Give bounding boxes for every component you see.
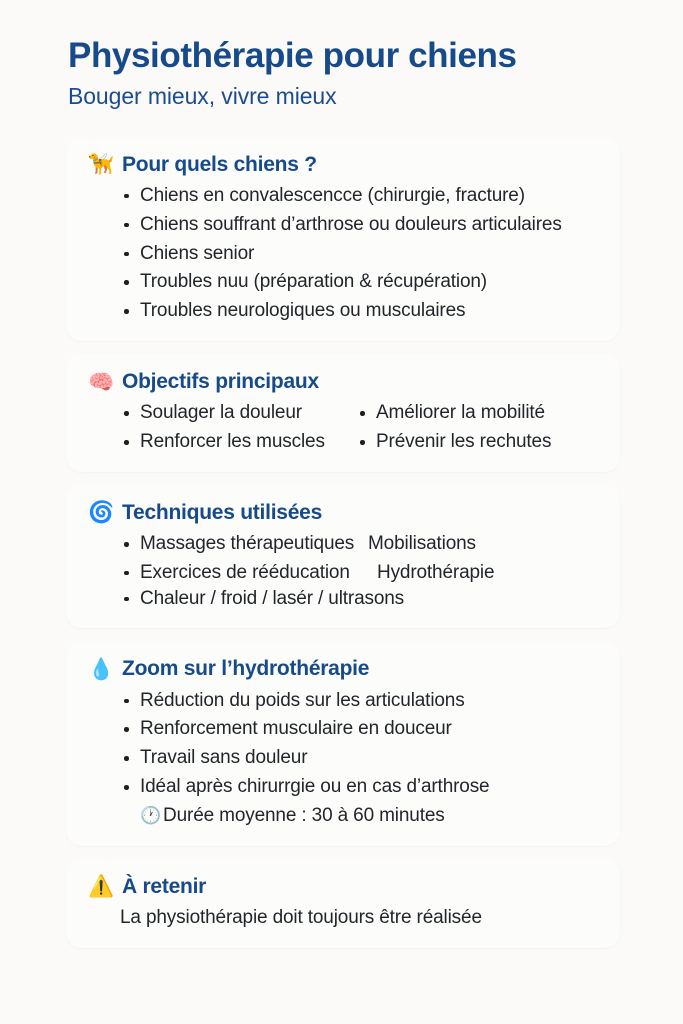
duration-note-text: Durée moyenne : 30 à 60 minutes [163, 804, 445, 826]
card-objectifs-principaux [66, 354, 620, 472]
card-header [88, 875, 600, 899]
list-item: Idéal après chirurrgie ou en cas d’arthrose [120, 774, 600, 800]
card-techniques-utilisees [66, 485, 620, 629]
card-header [88, 501, 600, 525]
bullet-list [86, 688, 600, 829]
card-pour-quels-chiens [66, 137, 620, 341]
card-title: Techniques utilisées [122, 500, 323, 524]
brain-emoji: 🧠 [88, 370, 115, 394]
warning-triangle-emoji: ⚠️ [88, 875, 115, 899]
list-item: Chiens en convalescencce (chirurgie, fracture) [120, 183, 600, 209]
list-item: Chiens senior [120, 241, 600, 267]
list-item: Réduction du poids sur les articulations [120, 688, 600, 714]
card-title: Zoom sur l’hydrothérapie [122, 657, 370, 681]
list-item-right: Hydrothérapie [377, 561, 495, 583]
card-header [88, 153, 600, 177]
list-item [120, 429, 600, 455]
bullet-list [86, 586, 600, 612]
card-header [88, 370, 600, 394]
list-item-left: Exercices de rééducation [120, 560, 377, 586]
water-drop-emoji: 💧 [88, 658, 115, 682]
list-item: Troubles nuu (préparation & récupération) [120, 269, 600, 295]
card-list [0, 137, 683, 948]
clock-icon: 🕐 [140, 806, 162, 826]
card-title: Pour quels chiens ? [122, 152, 317, 176]
list-item-left: Massages thérapeutiques [120, 531, 368, 557]
list-item: Chaleur / froid / lasér / ultrasons [120, 586, 600, 612]
list-item: Travail sans douleur [120, 745, 600, 771]
card-zoom-hydrotherapie [66, 641, 620, 845]
list-item: Renforcement musculaire en douceur [120, 716, 600, 742]
card-title: Objectifs principaux [122, 370, 319, 394]
guide-dog-emoji: 🦮 [88, 153, 115, 177]
list-item-right: Améliorer la mobilité [356, 400, 545, 426]
card-paragraph: La physiothérapie doit toujours être réalisée [120, 906, 482, 928]
list-item-left: Soulager la douleur [120, 400, 356, 426]
list-item: Chiens souffrant d’arthrose ou douleurs articulaires [120, 212, 600, 238]
list-item-left: Renforcer les muscles [120, 429, 356, 455]
page-subtitle: Bouger mieux, vivre mieux [68, 83, 337, 110]
duration-note [140, 803, 600, 829]
bullet-list [86, 183, 600, 324]
page-title: Physiothérapie pour chiens [68, 36, 517, 75]
card-title: À retenir [122, 874, 207, 898]
list-item [120, 560, 600, 586]
list-item-right: Prévenir les rechutes [356, 429, 551, 455]
spiral-shells-emoji: 🌀 [88, 501, 115, 525]
card-a-retenir [66, 859, 620, 948]
card-header [88, 657, 600, 681]
list-item-right: Mobilisations [368, 533, 476, 554]
list-item-note [120, 803, 600, 829]
two-column-list [86, 531, 600, 586]
list-item [120, 400, 600, 426]
list-item [120, 531, 600, 557]
list-item: Troubles neurologiques ou musculaires [120, 298, 600, 324]
two-column-list [86, 400, 600, 455]
page-header [0, 0, 683, 111]
